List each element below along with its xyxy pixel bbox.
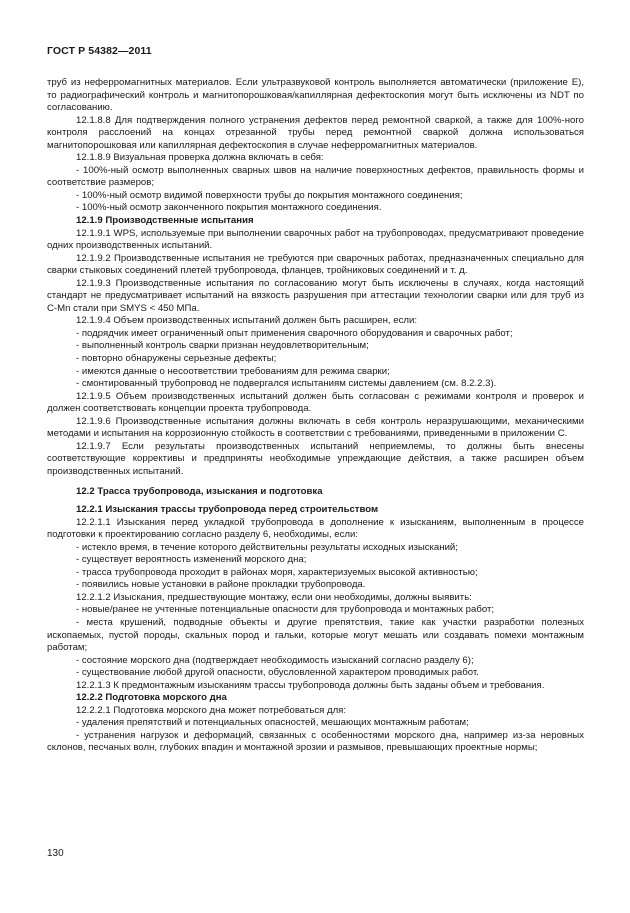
section-heading: 12.2.1 Изыскания трассы трубопровода перед строительством	[76, 504, 379, 516]
paragraph: - состояние морского дна (подтверждает необходимость изысканий согласно разделу 6);	[76, 654, 474, 666]
paragraph: - существует вероятность изменений морского дна;	[76, 554, 307, 566]
standard-header: ГОСТ Р 54382—2011	[47, 45, 152, 57]
paragraph: - 100%-ный осмотр видимой поверхности трубы до покрытия монтажного соединения;	[76, 189, 463, 201]
paragraph: - 100%-ный осмотр законченного покрытия монтажного соединения.	[76, 202, 382, 214]
paragraph: 12.1.9.6 Производственные испытания должны включать в себя контроль неразрушающими, механическими методами и испытания на коррозионную стойкость в соответствии с требованиями, приведенными в приложении С.	[47, 415, 584, 440]
paragraph: - трасса трубопровода проходит в районах моря, характеризуемых высокой активностью;	[76, 566, 478, 578]
paragraph: - повторно обнаружены серьезные дефекты;	[76, 353, 277, 365]
paragraph: 12.2.1.1 Изыскания перед укладкой трубопровода в дополнение к изысканиям, выполненным в процессе подготовки к проектированию согласно разделу 6, необходимы, если:	[47, 516, 584, 541]
paragraph: - истекло время, в течение которого действительны результаты исходных изысканий;	[76, 541, 458, 553]
paragraph: 12.1.9.3 Производственные испытания по согласованию могут быть исключены в случаях, когда настоящий стандарт не предусматривает испытаний на вязкость разрушения при аттестации технологии сварки или для труб из С-Мn стали при SMYS < 450 МПа.	[47, 277, 584, 314]
paragraph: 12.1.8.8 Для подтверждения полного устранения дефектов перед ремонтной сваркой, а также для 100%-ного контроля расслоений на концах отрезанной трубы перед ремонтной сваркой должна использоваться магнитопорошковая или капиллярная дефектоскопия в случае неферромагнитных материалов.	[47, 114, 584, 151]
paragraph: - смонтированный трубопровод не подвергался испытаниям системы давлением (см. 8.2.2.3).	[76, 378, 497, 390]
paragraph: - имеются данные о несоответствии требованиям для режима сварки;	[76, 365, 390, 377]
paragraph: 12.2.2.1 Подготовка морского дна может потребоваться для:	[76, 704, 347, 716]
section-heading: 12.2 Трасса трубопровода, изыскания и подготовка	[76, 485, 323, 497]
paragraph: - места крушений, подводные объекты и другие препятствия, такие как участки разработки полезных ископаемых, пустой породы, скальных пород и гальки, которые могут мешать или создавать помехи монтажным работам;	[47, 616, 584, 654]
paragraph: - удаления препятствий и потенциальных опасностей, мешающих монтажным работам;	[76, 717, 469, 729]
paragraph: 12.1.9.4 Объем производственных испытаний должен быть расширен, если:	[76, 315, 417, 327]
paragraph: - 100%-ный осмотр выполненных сварных швов на наличие поверхностных дефектов, правильность формы и соответствие размеров;	[47, 164, 584, 189]
paragraph: 12.1.9.5 Объем производственных испытаний должен быть согласован с режимами контроля и проверок и должен соответствовать концепции проекта трубопровода.	[47, 390, 584, 415]
paragraph: труб из неферромагнитных материалов. Если ультразвуковой контроль выполняется автоматически (приложение Е), то радиографический контроль и магнитопорошковая/капиллярная дефектоскопия могут быть исключены из NDT по согласованию.	[47, 77, 584, 114]
paragraph: - новые/ранее не учтенные потенциальные опасности для трубопровода и монтажных работ;	[76, 604, 495, 616]
paragraph: - устранения нагрузок и деформаций, связанных с особенностями морского дна, например из-за неровных склонов, песчаных волн, глубоких впадин и монтажной эрозии и размывов, превышающих проектные нормы;	[47, 729, 584, 754]
paragraph: 12.1.9.2 Производственные испытания не требуются при сварочных работах, предназначенных специально для сварки стыковых соединений плетей трубопровода, фланцев, тройниковых соединений и т. д.	[47, 252, 584, 277]
section-heading: 12.1.9 Производственные испытания	[76, 215, 254, 227]
paragraph: 12.2.1.2 Изыскания, предшествующие монтажу, если они необходимы, должны выявить:	[76, 591, 472, 603]
paragraph: 12.1.9.1 WPS, используемые при выполнении сварочных работ на трубопроводах, предусматривают проведение одних производственных испытаний.	[47, 227, 584, 252]
page-number: 130	[47, 848, 64, 859]
paragraph: 12.2.1.3 К предмонтажным изысканиям трассы трубопровода должны быть заданы объем и требования.	[76, 679, 545, 691]
document-body	[47, 77, 584, 755]
paragraph: - существование любой другой опасности, обусловленной характером проводимых работ.	[76, 667, 479, 679]
paragraph: - появились новые установки в районе прокладки трубопровода.	[76, 579, 366, 591]
paragraph: - выполненный контроль сварки признан неудовлетворительным;	[76, 340, 369, 352]
paragraph: 12.1.9.7 Если результаты производственных испытаний неприемлемы, то должны быть внесены соответствующие коррективы и предприняты необходимые упреждающие действия, а также расширен объем производственных испытаний.	[47, 440, 584, 477]
paragraph: - подрядчик имеет ограниченный опыт применения сварочного оборудования и сварочных работ;	[76, 327, 513, 339]
section-heading: 12.2.2 Подготовка морского дна	[76, 692, 227, 704]
paragraph: 12.1.8.9 Визуальная проверка должна включать в себя:	[76, 152, 324, 164]
